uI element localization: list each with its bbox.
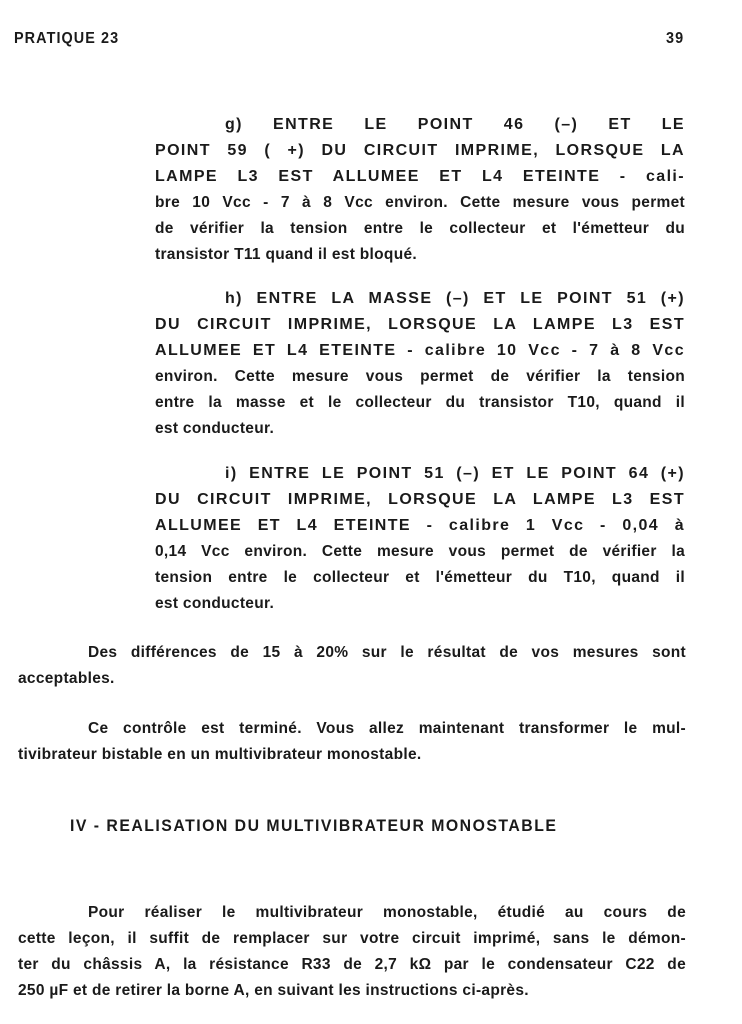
item-h-line: ALLUMEE ET L4 ETEINTE - calibre 10 Vcc - 7 à 8 Vcc — [155, 342, 685, 359]
item-i-line: tension entre le collecteur et l'émetteur du T10, quand il — [155, 569, 685, 586]
item-i-line: est conducteur. — [155, 595, 275, 612]
item-i-line: 0,14 Vcc environ. Cette mesure vous permet de vérifier la — [155, 543, 685, 560]
item-g-line: de vérifier la tension entre le collecteur et l'émetteur du — [155, 220, 685, 237]
paragraph-line: tivibrateur bistable en un multivibrateur monostable. — [18, 746, 422, 763]
instructions-paragraph — [18, 900, 686, 1004]
tolerance-paragraph — [18, 640, 686, 692]
conclusion-paragraph — [18, 716, 686, 768]
item-h-line: h) ENTRE LA MASSE (–) ET LE POINT 51 (+) — [225, 290, 685, 307]
paragraph-line: Des différences de 15 à 20% sur le résultat de vos mesures sont — [88, 644, 686, 661]
paragraph-line: ter du châssis A, la résistance R33 de 2,7 kΩ par le condensateur C22 de — [18, 956, 686, 973]
item-g-line: transistor T11 quand il est bloqué. — [155, 246, 417, 263]
item-g-line: POINT 59 ( +) DU CIRCUIT IMPRIME, LORSQUE LA — [155, 142, 685, 159]
item-h-line: entre la masse et le collecteur du transistor T10, quand il — [155, 394, 685, 411]
item-g-line: LAMPE L3 EST ALLUMEE ET L4 ETEINTE - cali- — [155, 168, 685, 185]
running-header: PRATIQUE 23 — [14, 30, 120, 47]
paragraph-line: Ce contrôle est terminé. Vous allez maintenant transformer le mul- — [88, 720, 686, 737]
item-h-line: est conducteur. — [155, 420, 275, 437]
measurement-item-h — [155, 286, 685, 442]
item-g-line: g) ENTRE LE POINT 46 (–) ET LE — [225, 116, 685, 133]
paragraph-line: Pour réaliser le multivibrateur monostable, étudié au cours de — [88, 904, 686, 921]
page-number: 39 — [666, 30, 685, 47]
item-i-line: ALLUMEE ET L4 ETEINTE - calibre 1 Vcc - 0,04 à — [155, 517, 685, 534]
measurement-item-i — [155, 461, 685, 617]
item-i-line: DU CIRCUIT IMPRIME, LORSQUE LA LAMPE L3 EST — [155, 491, 685, 508]
paragraph-line: 250 µF et de retirer la borne A, en suivant les instructions ci-après. — [18, 982, 529, 999]
measurement-item-g — [155, 112, 685, 268]
paragraph-line: cette leçon, il suffit de remplacer sur votre circuit imprimé, sans le démon- — [18, 930, 686, 947]
item-i-line: i) ENTRE LE POINT 51 (–) ET LE POINT 64 (+) — [225, 465, 685, 482]
item-g-line: bre 10 Vcc - 7 à 8 Vcc environ. Cette mesure vous permet — [155, 194, 685, 211]
section-heading: IV - REALISATION DU MULTIVIBRATEUR MONOSTABLE — [70, 816, 558, 835]
item-h-line: DU CIRCUIT IMPRIME, LORSQUE LA LAMPE L3 EST — [155, 316, 685, 333]
item-h-line: environ. Cette mesure vous permet de vérifier la tension — [155, 368, 685, 385]
paragraph-line: acceptables. — [18, 670, 115, 687]
